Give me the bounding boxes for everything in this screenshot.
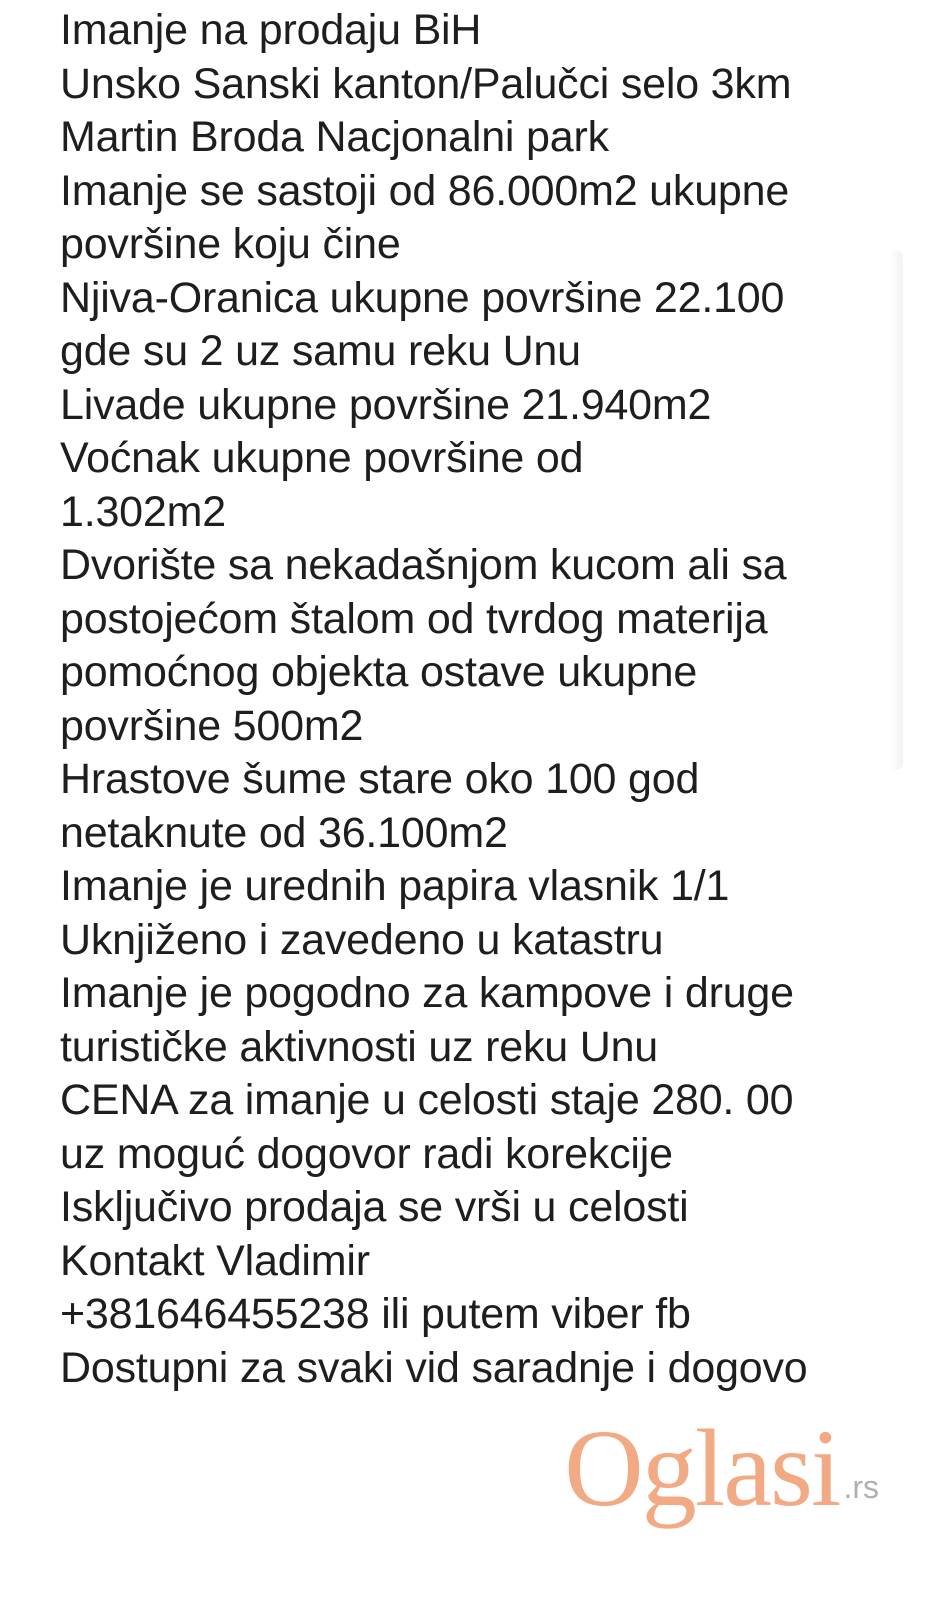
watermark-tld: .rs [843, 1469, 879, 1505]
text-line: Isključivo prodaja se vrši u celosti [60, 1183, 689, 1231]
text-line: površine 500m2 [60, 701, 364, 750]
text-line: Voćnak ukupne površine od [60, 434, 584, 482]
text-line: netaknute od 36.100m2 [60, 808, 508, 857]
text-line: 1.302m2 [60, 487, 226, 536]
text-line: Uknjiženo i zavedeno u katastru [60, 915, 664, 964]
text-line: Njiva-Oranica ukupne površine 22.100 [60, 273, 785, 322]
text-line: pomoćnog objekta ostave ukupne [60, 648, 698, 696]
text-line: Unsko Sanski kanton/Palučci selo 3km [60, 59, 792, 108]
oglasi-watermark-logo [564, 1407, 879, 1529]
text-line: Imanje je pogodno za kampove i druge [60, 969, 794, 1017]
text-line: uz moguć dogovor radi korekcije [60, 1129, 673, 1178]
text-line: Dvorište sa nekadašnjom kucom ali sa [60, 541, 787, 589]
text-line: postojećom štalom od tvrdog materija [60, 594, 768, 643]
text-line: turističke aktivnosti uz reku Unu [60, 1022, 659, 1071]
watermark-brand: Oglasi [564, 1407, 840, 1529]
text-line: Martin Broda Nacjonalni park [60, 113, 609, 161]
text-line: Imanje se sastoji od 86.000m2 ukupne [60, 166, 790, 215]
text-line: gde su 2 uz samu reku Unu [60, 327, 581, 375]
text-line: +381646455238 ili putem viber fb [60, 1290, 691, 1338]
text-line: Livade ukupne površine 21.940m2 [60, 380, 712, 429]
text-line: površine koju čine [60, 220, 401, 268]
text-line: CENA za imanje u celosti staje 280. 00 [60, 1076, 794, 1124]
listing-text [60, 4, 890, 1395]
text-line: Dostupni za svaki vid saradnje i dogovo [60, 1343, 808, 1392]
text-line: Imanje na prodaju BiH [60, 6, 482, 54]
text-line: Imanje je urednih papira vlasnik 1/1 [60, 862, 730, 910]
text-line: Kontakt Vladimir [60, 1236, 370, 1285]
text-line: Hrastove šume stare oko 100 god [60, 755, 700, 803]
scroll-edge-shadow [889, 250, 903, 770]
